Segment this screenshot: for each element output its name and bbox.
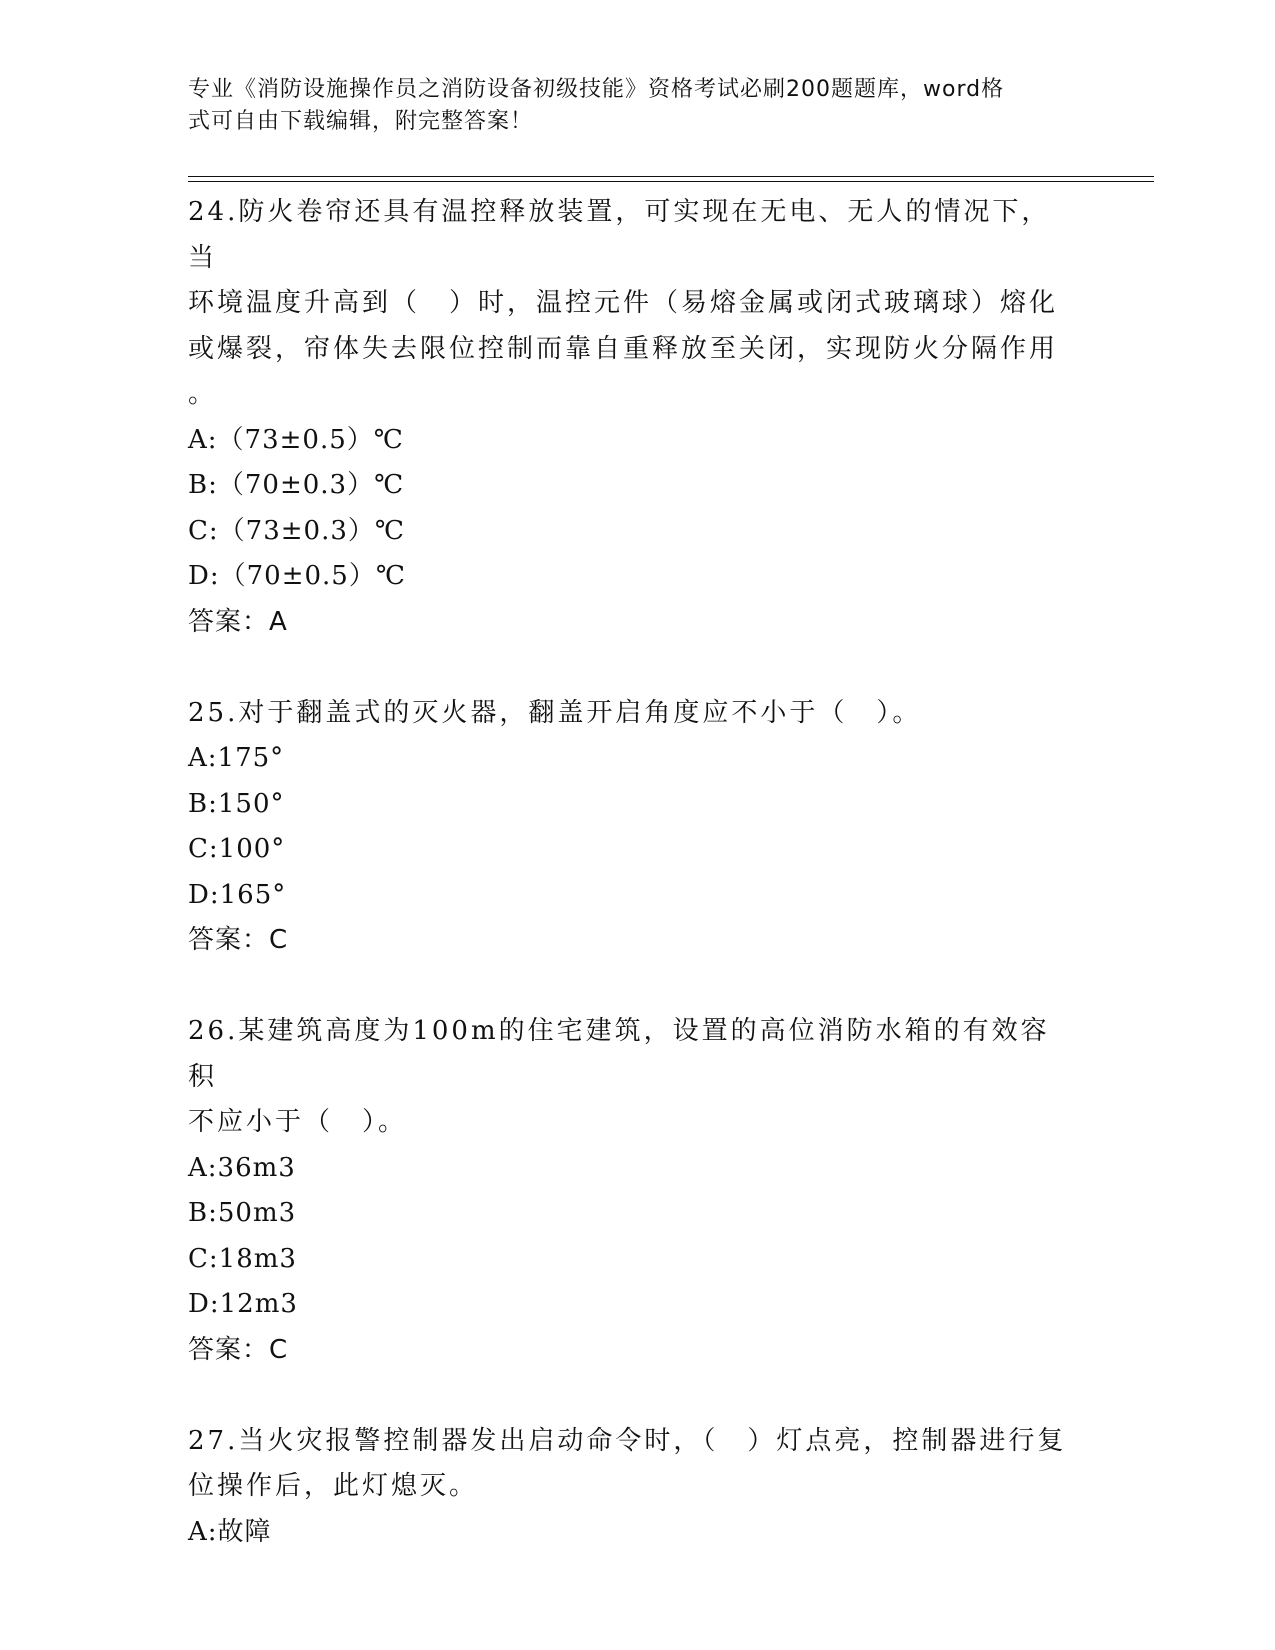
question-stem-line: 24.防火卷帘还具有温控释放装置，可实现在无电、无人的情况下，当 [188,197,1051,273]
option-b: B:（70±0.3）℃ [188,470,405,500]
document-header [188,74,1088,138]
answer-label: 答案：C [188,925,289,955]
option-a: A:（73±0.5）℃ [188,424,404,455]
answer-label: 答案：C [188,1334,289,1365]
question-stem-line: 26.某建筑高度为100m的住宅建筑，设置的高位消防水箱的有效容积 [188,1016,1050,1092]
question-stem-line: 环境温度升高到（ ）时，温控元件（易熔金属或闭式玻璃球）熔化 [188,288,1059,318]
question-stem-line: 位操作后，此灯熄灭。 [188,1471,479,1501]
question-stem-line: 或爆裂，帘体失去限位控制而靠自重释放至关闭，实现防火分隔作用 [188,333,1059,364]
header-line-2: 式可自由下载编辑，附完整答案！ [188,109,534,134]
option-b: B:50m3 [188,1198,297,1228]
question-26 [188,1009,1068,1373]
header-divider-bottom [188,181,1154,182]
option-a: A:故障 [188,1516,272,1547]
option-c: C:18m3 [188,1243,297,1274]
option-d: D:12m3 [188,1289,298,1319]
option-a: A:36m3 [188,1152,296,1183]
question-list [188,190,1068,1555]
option-c: C:100° [188,834,286,864]
question-stem-line: 25.对于翻盖式的灭火器，翻盖开启角度应不小于（ ）。 [188,697,922,728]
option-d: D:165° [188,879,287,910]
question-27 [188,1419,1068,1556]
question-stem-line: 不应小于（ ）。 [188,1107,408,1137]
option-b: B:150° [188,788,285,819]
question-stem-line: 27.当火灾报警控制器发出启动命令时，（ ）灯点亮，控制器进行复 [188,1425,1067,1456]
question-stem-line: 。 [188,379,218,409]
header-divider-top [188,176,1154,177]
question-spacer [188,964,1068,1010]
question-24 [188,190,1068,645]
option-c: C:（73±0.3）℃ [188,515,405,546]
option-d: D:（70±0.5）℃ [188,561,406,591]
question-spacer [188,1373,1068,1419]
answer-label: 答案：A [188,606,288,637]
option-a: A:175° [188,743,285,773]
question-25 [188,691,1068,964]
header-line-1: 专业《消防设施操作员之消防设备初级技能》资格考试必刷200题题库，word格 [188,77,1005,102]
question-spacer [188,645,1068,691]
